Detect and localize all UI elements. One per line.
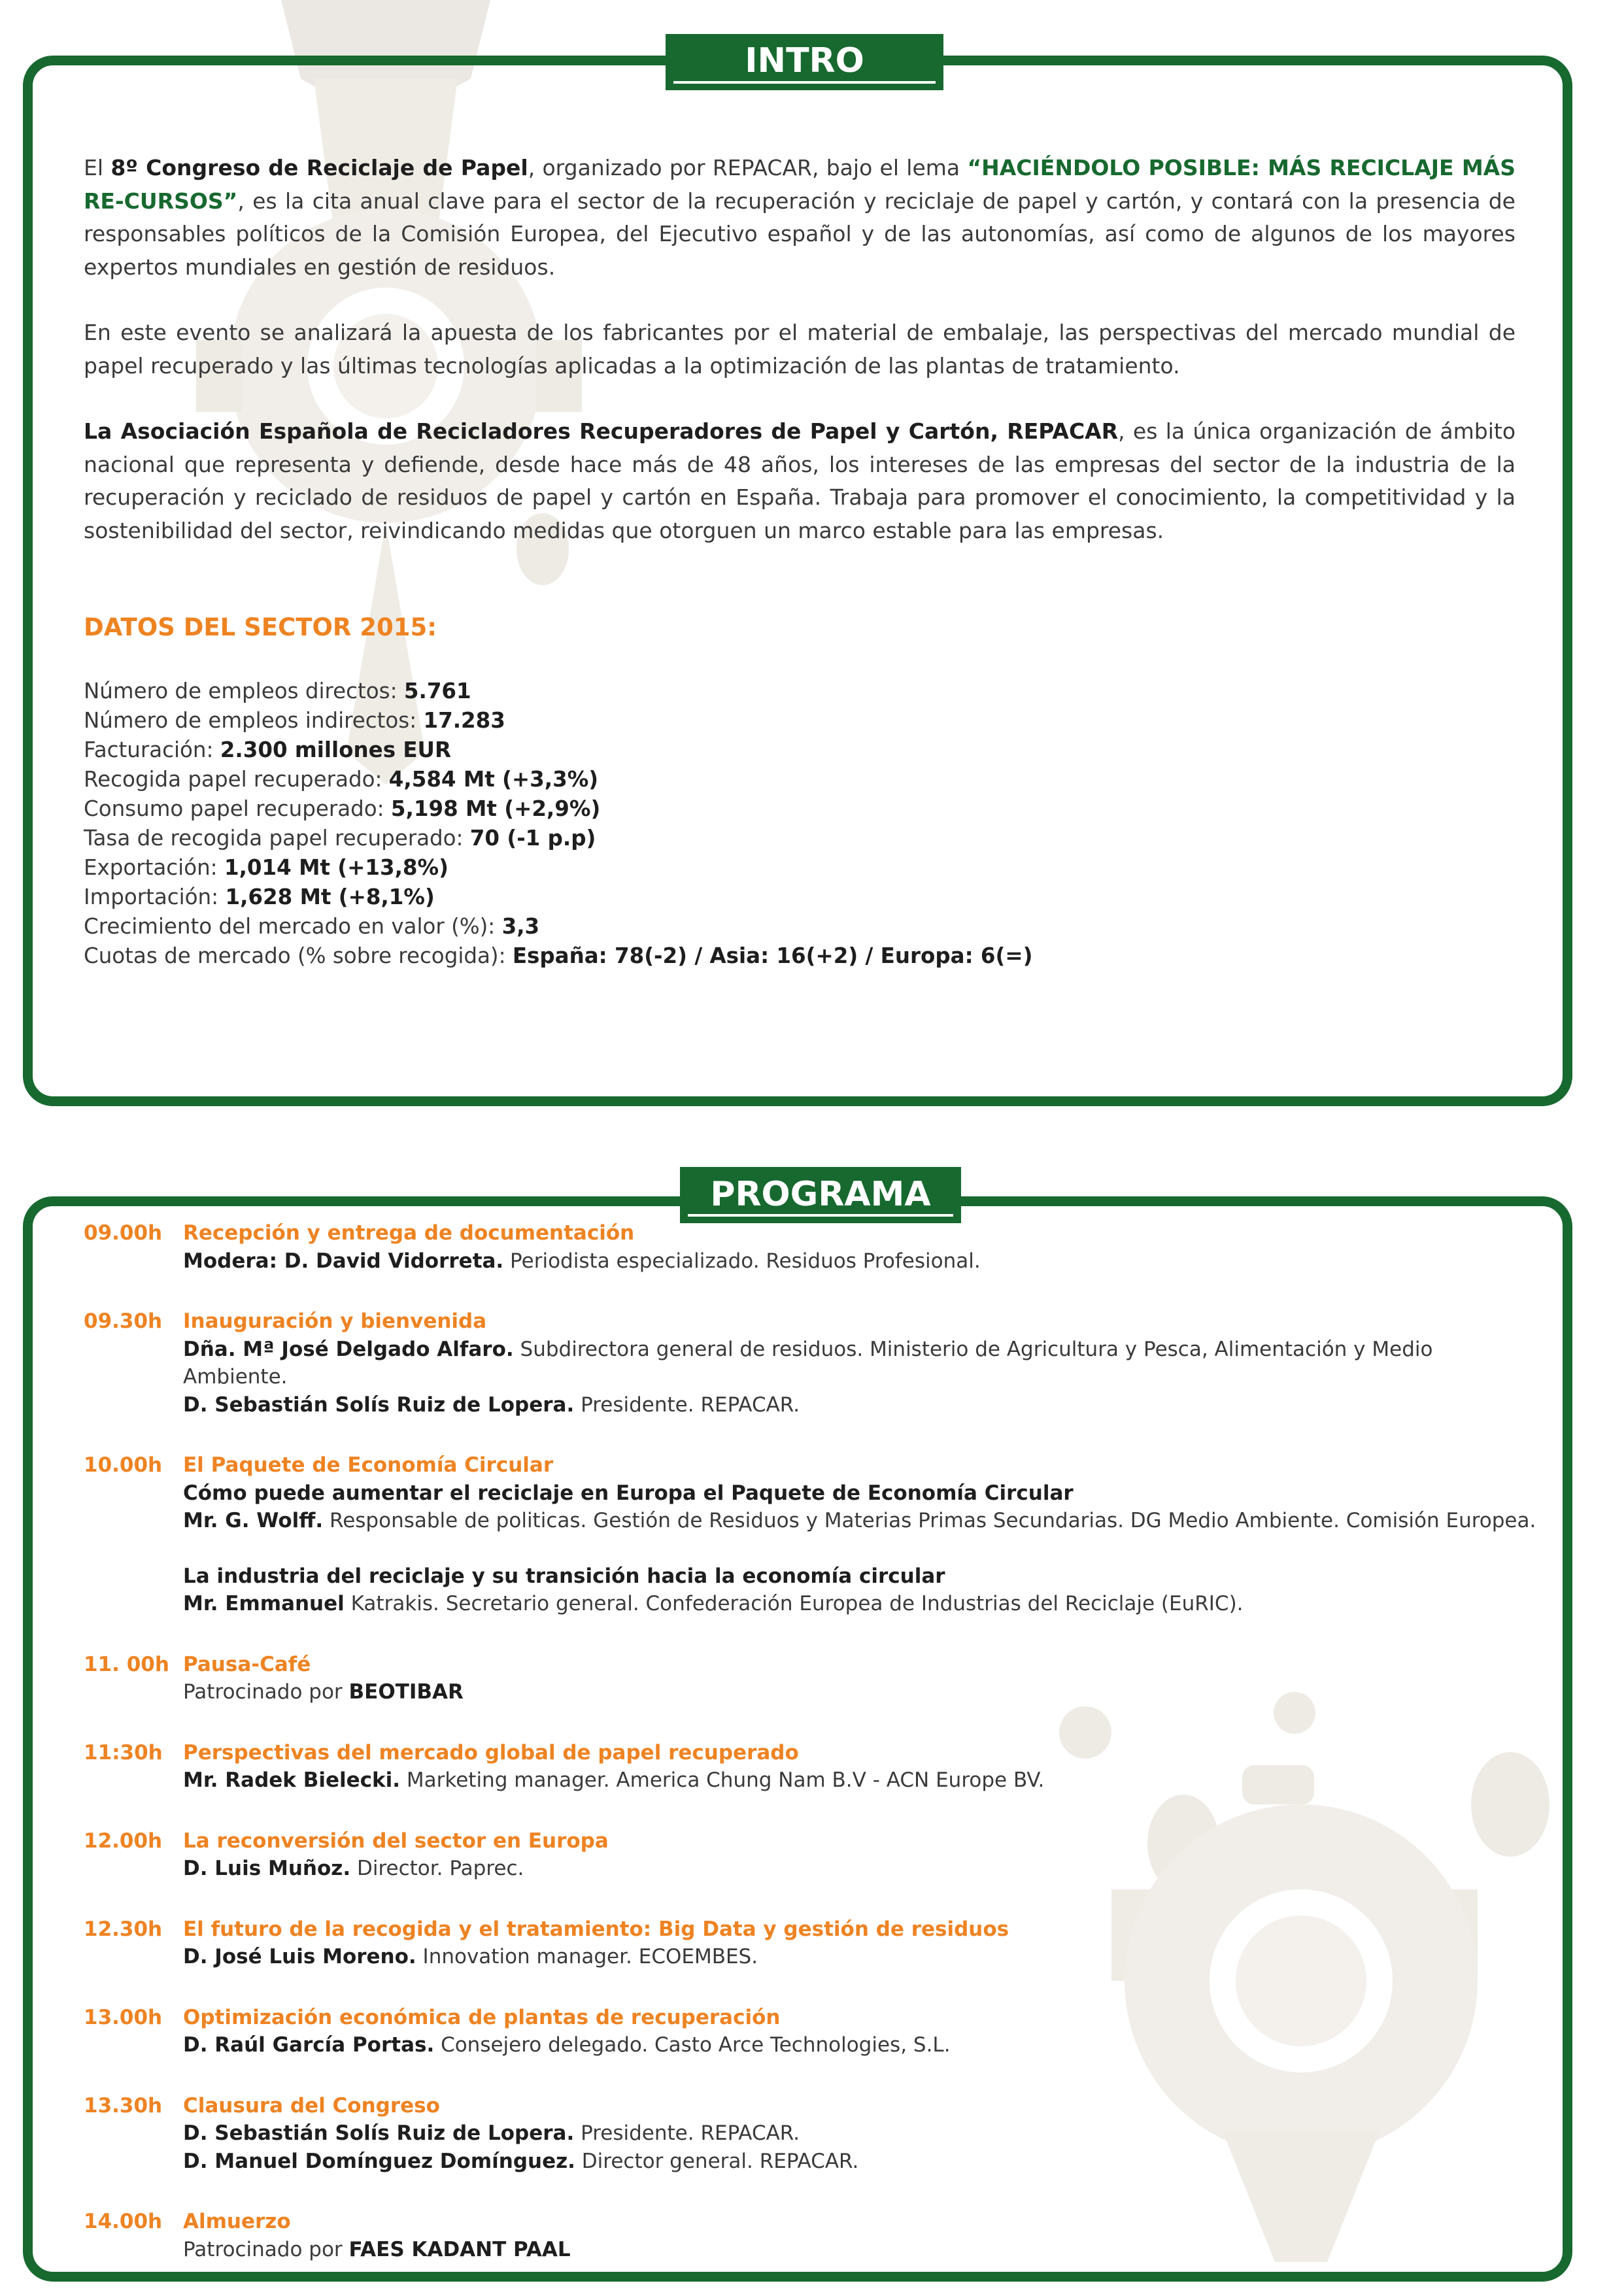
stat-label: Cuotas de mercado (% sobre recogida): bbox=[84, 943, 513, 968]
slot-title: Perspectivas del mercado global de papel recuperado bbox=[183, 1740, 799, 1764]
intro-paragraph-2: En este evento se analizará la apuesta de los fabricantes por el material de embalaje, las perspectivas del mercado mundial de papel recuperado y las últimas tecnologías aplicadas a la optimización de las plantas de tratamiento. bbox=[84, 320, 1516, 379]
program-schedule bbox=[84, 1219, 1542, 2296]
schedule-slot bbox=[84, 1308, 1542, 1419]
slot-detail bbox=[183, 2092, 1542, 2176]
slot-title: Pausa-Café bbox=[183, 1652, 311, 1676]
schedule-slot bbox=[84, 2208, 1542, 2263]
stat-row bbox=[84, 912, 1032, 941]
stat-label: Número de empleos indirectos: bbox=[84, 708, 424, 733]
speaker-name: D. Raúl García Portas. bbox=[183, 2033, 435, 2057]
intro-paragraph-1 bbox=[84, 152, 1516, 284]
speaker-line bbox=[183, 1391, 1542, 1419]
intro-p3-text: , es la única organización de ámbito nacional que representa y defiende, desde hace más de 48 años, los intereses de las empresas del sector de la industria de la recuperación y reciclado de residuos de papel y cartón en España. Trabaja para promover el conocimiento, la competitividad y la sostenibilidad del sector, reivindicando medidas que otorguen un marco estable para las empresas. bbox=[84, 418, 1516, 543]
slot-detail bbox=[183, 1308, 1542, 1419]
slot-time: 14.00h bbox=[84, 2210, 163, 2233]
slot-title: Inauguración y bienvenida bbox=[183, 1309, 487, 1333]
stat-row bbox=[84, 706, 1032, 735]
sponsor-label: Patrocinado por bbox=[183, 1680, 349, 1704]
schedule-slot bbox=[84, 2092, 1542, 2176]
speaker-line bbox=[183, 1855, 1542, 1883]
stat-value: 3,3 bbox=[501, 914, 540, 939]
speaker-line bbox=[183, 1247, 1542, 1275]
speaker-line bbox=[183, 1590, 1542, 1618]
stat-label: Recogida papel recuperado: bbox=[84, 767, 389, 792]
stat-value: 5,198 Mt (+2,9%) bbox=[390, 796, 601, 821]
stat-label: Facturación: bbox=[84, 737, 220, 762]
sponsor-line bbox=[183, 1678, 1542, 1706]
slot-title: Recepción y entrega de documentación bbox=[183, 1221, 635, 1245]
stat-row bbox=[84, 677, 1032, 706]
slot-detail bbox=[183, 2004, 1542, 2059]
stat-row bbox=[84, 883, 1032, 912]
slot-time: 13.30h bbox=[84, 2093, 163, 2118]
speaker-role: Consejero delegado. Casto Arce Technologies, S.L. bbox=[434, 2033, 951, 2057]
speaker-name: Mr. Emmanuel bbox=[183, 1592, 345, 1615]
slot-title: El Paquete de Economía Circular bbox=[183, 1453, 554, 1477]
sponsor-line bbox=[183, 2236, 1542, 2264]
talk-title-text: La industria del reciclaje y su transición hacia la economía circular bbox=[183, 1564, 945, 1588]
slot-time: 11. 00h bbox=[84, 1652, 169, 1676]
stat-value: 1,628 Mt (+8,1%) bbox=[225, 885, 435, 909]
stat-label: Número de empleos directos: bbox=[84, 679, 404, 703]
slot-detail bbox=[183, 1739, 1542, 1795]
sector-stats-list bbox=[84, 677, 1032, 971]
slot-detail bbox=[183, 1451, 1542, 1618]
speaker-name: D. Sebastián Solís Ruiz de Lopera. bbox=[183, 2121, 575, 2145]
stat-row bbox=[84, 853, 1032, 883]
congress-slogan: “HACIÉNDOLO POSIBLE: MÁS RECICLAJE MÁS RE-CURSOS” bbox=[84, 155, 1516, 214]
intro-p1-text-a: El bbox=[84, 155, 111, 180]
speaker-role: Katrakis. Secretario general. Confederación Europea de Industrias del Reciclaje (EuRIC). bbox=[344, 1592, 1244, 1615]
stat-label: Exportación: bbox=[84, 855, 224, 880]
stat-row bbox=[84, 941, 1032, 971]
slot-detail bbox=[183, 1651, 1542, 1706]
stat-value: 1,014 Mt (+13,8%) bbox=[224, 855, 449, 880]
slot-time: 12.30h bbox=[84, 1917, 163, 1941]
speaker-name: Mr. G. Wolff. bbox=[183, 1509, 324, 1532]
speaker-role: Responsable de politicas. Gestión de Residuos y Materias Primas Secundarias. DG Medio Ambiente. Comisión Europea. bbox=[323, 1509, 1536, 1532]
slot-detail bbox=[183, 2208, 1542, 2263]
speaker-role: Subdirectora general de residuos. Ministerio de Agricultura y Pesca, Alimentación y Medio Ambiente. bbox=[183, 1337, 1433, 1389]
speaker-name: D. Manuel Domínguez Domínguez. bbox=[183, 2149, 575, 2173]
speaker-line bbox=[183, 1336, 1542, 1391]
talk-title-text: Cómo puede aumentar el reciclaje en Europa el Paquete de Economía Circular bbox=[183, 1481, 1074, 1505]
slot-time: 10.00h bbox=[84, 1453, 163, 1477]
sponsor-name: FAES KADANT PAAL bbox=[348, 2237, 571, 2261]
schedule-slot bbox=[84, 1827, 1542, 1883]
slot-title: Clausura del Congreso bbox=[183, 2093, 440, 2118]
speaker-line bbox=[183, 2119, 1542, 2148]
schedule-slot bbox=[84, 1739, 1542, 1795]
slot-title: Almuerzo bbox=[183, 2210, 291, 2233]
stat-value: 4,584 Mt (+3,3%) bbox=[388, 767, 599, 792]
speaker-role: Director general. REPACAR. bbox=[575, 2149, 859, 2173]
speaker-name: Mr. Radek Bielecki. bbox=[183, 1768, 401, 1792]
speaker-role: Periodista especializado. Residuos Profesional. bbox=[503, 1249, 981, 1273]
congress-name: 8º Congreso de Reciclaje de Papel bbox=[110, 155, 528, 180]
stat-label: Importación: bbox=[84, 885, 226, 909]
slot-title: El futuro de la recogida y el tratamiento: Big Data y gestión de residuos bbox=[183, 1917, 1009, 1941]
talk-title bbox=[183, 1562, 1542, 1591]
stat-value: 2.300 millones EUR bbox=[220, 737, 451, 762]
speaker-role: Innovation manager. ECOEMBES. bbox=[416, 1945, 758, 1968]
speaker-role: Marketing manager. America Chung Nam B.V - ACN Europe BV. bbox=[400, 1768, 1045, 1792]
stat-label: Tasa de recogida papel recuperado: bbox=[84, 826, 470, 851]
speaker-line bbox=[183, 2031, 1542, 2059]
speaker-name: Dña. Mª José Delgado Alfaro. bbox=[183, 1337, 514, 1361]
slot-title: Optimización económica de plantas de recuperación bbox=[183, 2005, 781, 2029]
speaker-line bbox=[183, 1943, 1542, 1971]
speaker-name: Modera: D. David Vidorreta. bbox=[183, 1249, 504, 1273]
schedule-slot bbox=[84, 1219, 1542, 1275]
intro-title: INTRO bbox=[666, 34, 943, 90]
schedule-slot bbox=[84, 1651, 1542, 1706]
intro-paragraph-3 bbox=[84, 415, 1516, 547]
speaker-line bbox=[183, 1766, 1542, 1795]
intro-p1-text-c: , organizado por REPACAR, bajo el lema bbox=[528, 155, 968, 180]
slot-title: La reconversión del sector en Europa bbox=[183, 1829, 609, 1853]
speaker-name: D. Sebastián Solís Ruiz de Lopera. bbox=[183, 1393, 575, 1417]
schedule-slot bbox=[84, 1916, 1542, 1971]
speaker-role: Presidente. REPACAR. bbox=[574, 1393, 800, 1417]
speaker-role: Director. Paprec. bbox=[350, 1857, 524, 1880]
association-name: La Asociación Española de Recicladores Recuperadores de Papel y Cartón, REPACAR bbox=[84, 418, 1119, 444]
speaker-role: Presidente. REPACAR. bbox=[574, 2121, 800, 2145]
stat-label: Crecimiento del mercado en valor (%): bbox=[84, 914, 502, 939]
schedule-slot bbox=[84, 2004, 1542, 2059]
programa-title: PROGRAMA bbox=[680, 1167, 961, 1223]
stat-value: 5.761 bbox=[403, 679, 471, 703]
stat-row bbox=[84, 765, 1032, 794]
slot-time: 12.00h bbox=[84, 1829, 163, 1853]
stat-row bbox=[84, 794, 1032, 824]
sponsor-name: BEOTIBAR bbox=[348, 1680, 464, 1704]
schedule-slot bbox=[84, 1451, 1542, 1618]
stat-value: 17.283 bbox=[423, 708, 505, 733]
speaker-name: D. José Luis Moreno. bbox=[183, 1945, 416, 1968]
slot-time: 13.00h bbox=[84, 2005, 163, 2029]
speaker-name: D. Luis Muñoz. bbox=[183, 1857, 351, 1880]
slot-detail bbox=[183, 1219, 1542, 1275]
slot-time: 09.00h bbox=[84, 1221, 163, 1245]
stat-value: España: 78(-2) / Asia: 16(+2) / Europa: 6(=) bbox=[512, 943, 1033, 968]
stat-value: 70 (-1 p.p) bbox=[469, 826, 596, 851]
slot-detail bbox=[183, 1827, 1542, 1883]
intro-p1-text-d: , es la cita anual clave para el sector de la recuperación y reciclaje de papel y cartón, y contará con la presencia de responsables políticos de la Comisión Europea, del Ejecutivo español y de las autonomías, así como de algunos de los mayores expertos mundiales en gestión de residuos. bbox=[84, 188, 1516, 280]
stat-row bbox=[84, 735, 1032, 765]
sponsor-label: Patrocinado por bbox=[183, 2237, 349, 2261]
stat-row bbox=[84, 824, 1032, 853]
slot-detail bbox=[183, 1916, 1542, 1971]
sector-data-title: DATOS DEL SECTOR 2015: bbox=[84, 613, 437, 641]
intro-body bbox=[84, 152, 1516, 580]
speaker-line bbox=[183, 2148, 1542, 2176]
talk-title bbox=[183, 1479, 1542, 1508]
speaker-line bbox=[183, 1507, 1542, 1535]
slot-time: 09.30h bbox=[84, 1309, 163, 1333]
stat-label: Consumo papel recuperado: bbox=[84, 796, 391, 821]
slot-time: 11:30h bbox=[84, 1740, 163, 1764]
